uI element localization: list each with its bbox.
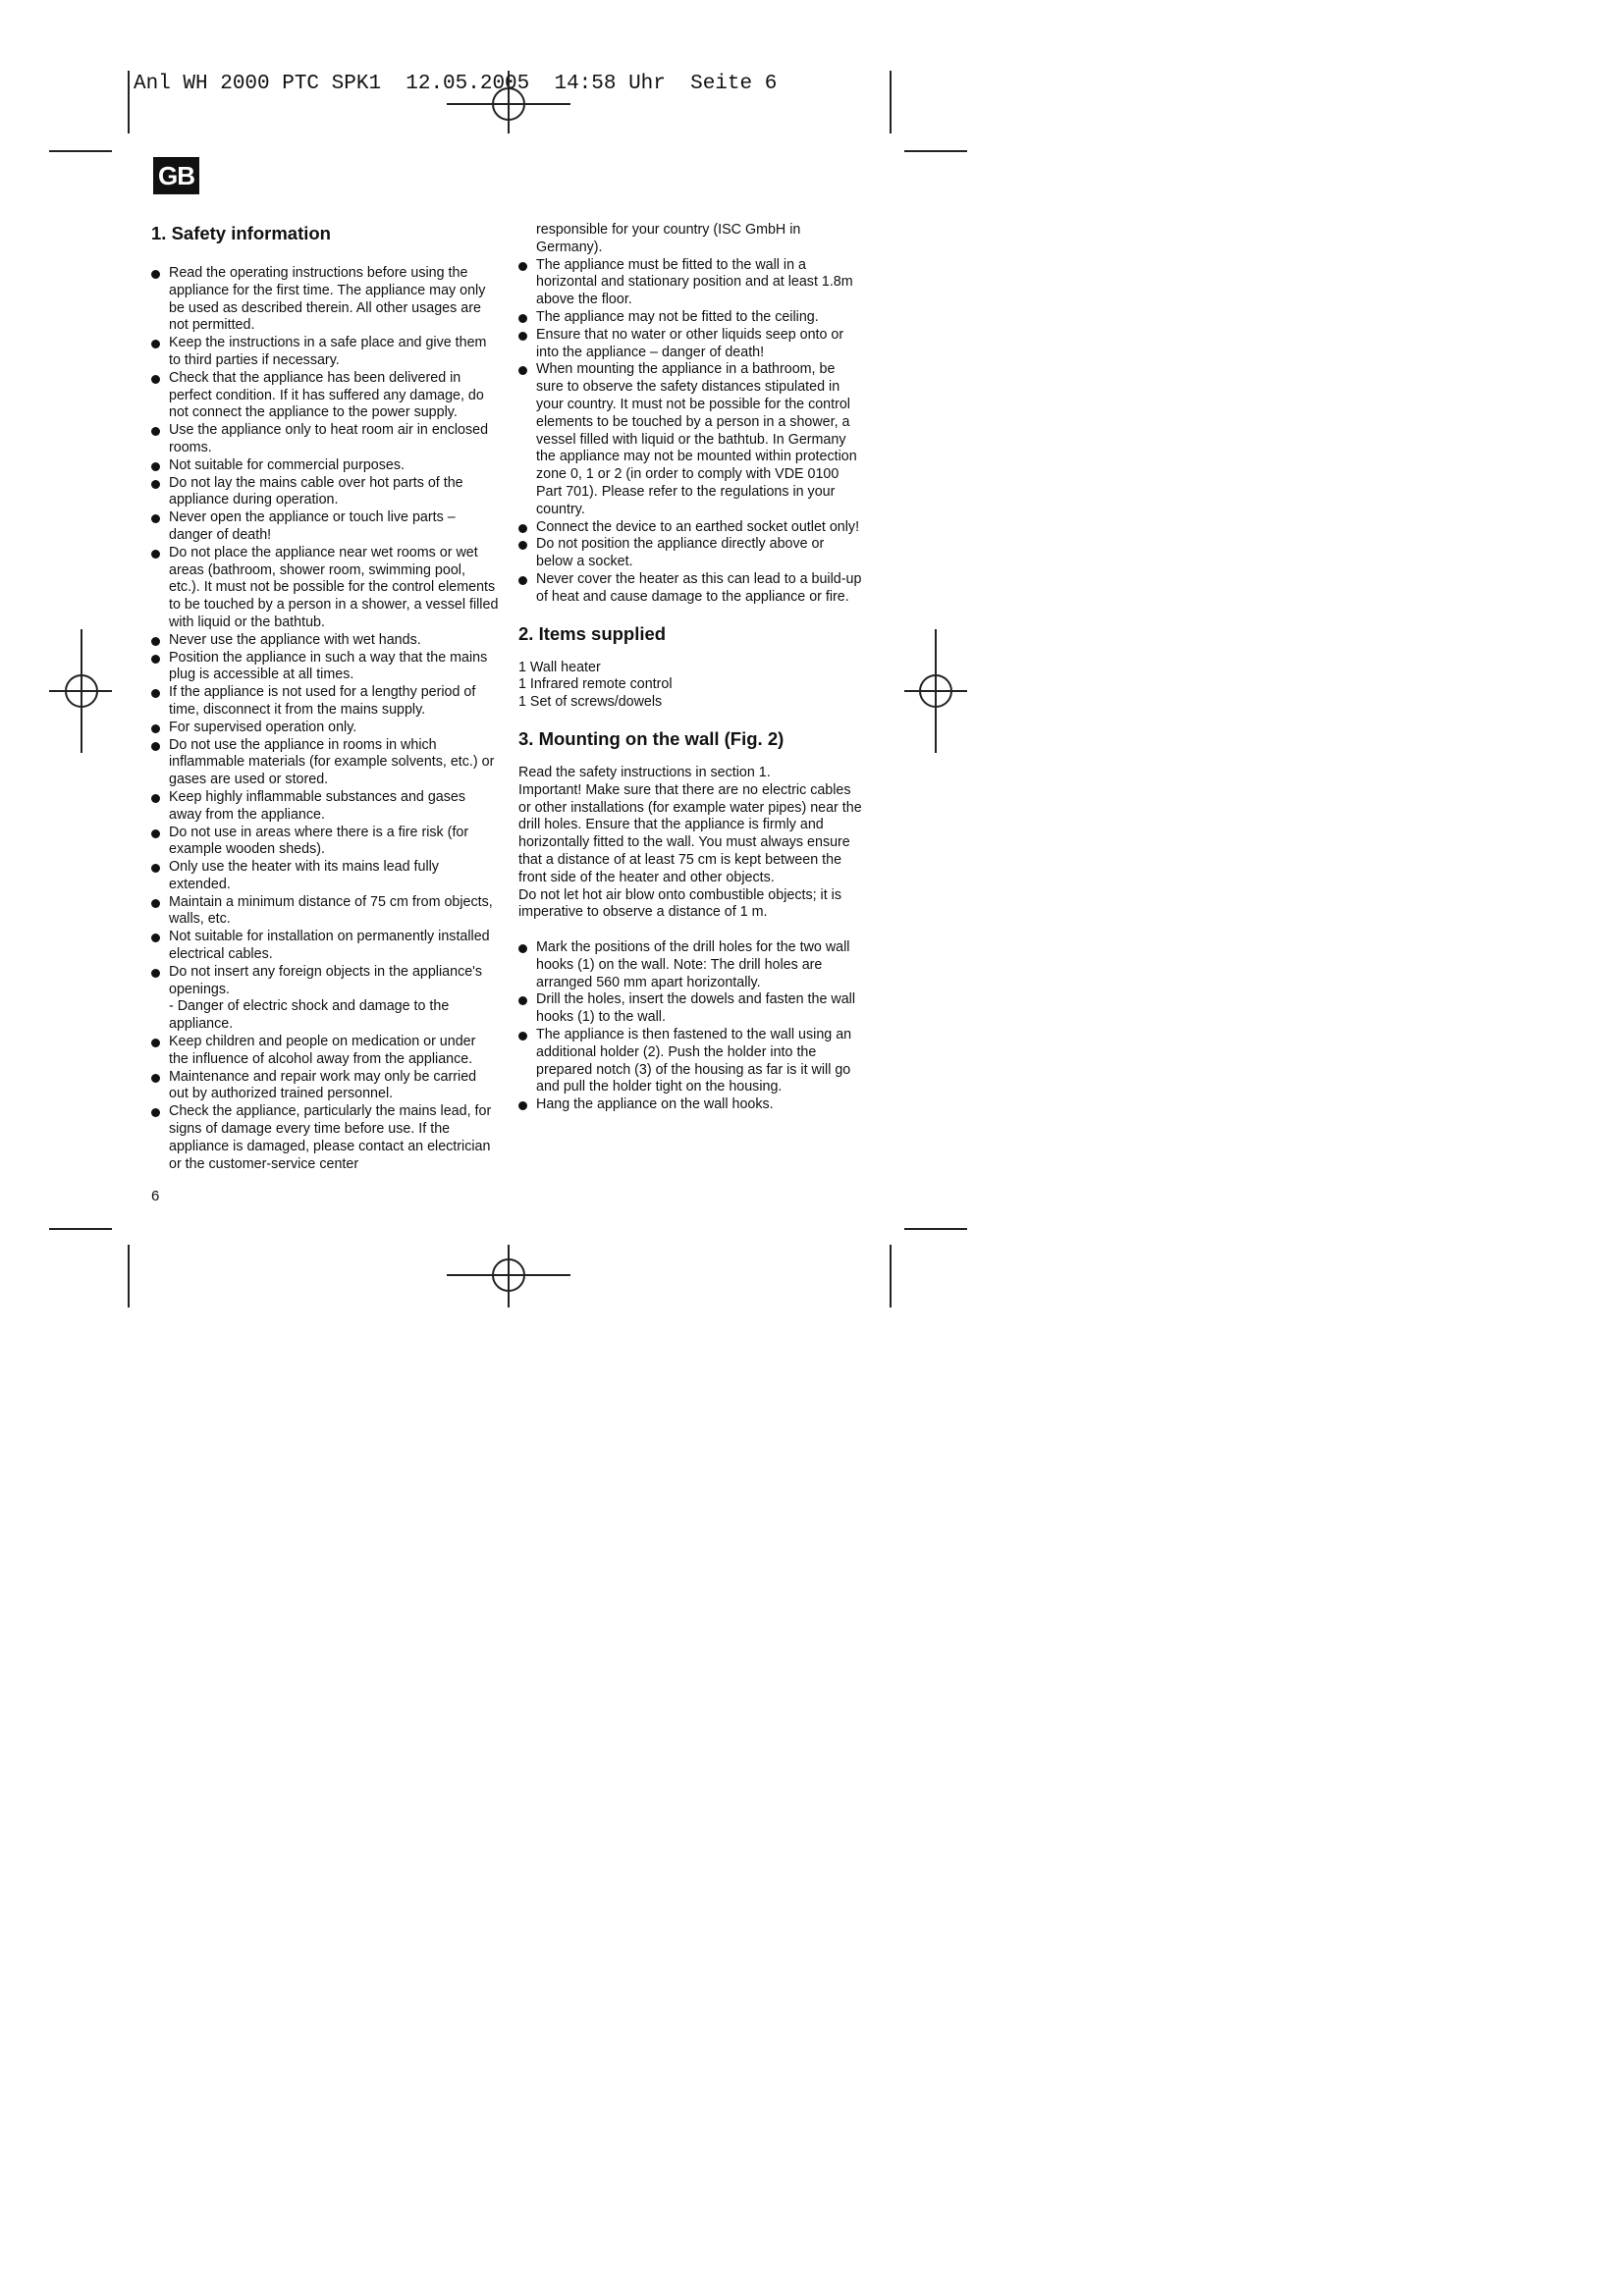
mounting-paragraphs [518,765,864,922]
left-column [151,222,499,1173]
paragraph: Read the safety instructions in section 1. [518,764,771,780]
list-item: The appliance must be fitted to the wall in a horizontal and stationary position and at least 1.8m above the floor. [518,257,864,309]
list-item: Do not use the appliance in rooms in which inflammable materials (for example solvents, etc.) or gases are used or stored. [151,737,499,789]
crop-mark-top-left-horizontal [49,150,112,152]
list-item: Do not lay the mains cable over hot parts of the appliance during operation. [151,475,499,510]
list-item-continuation: - Danger of electric shock and damage to the appliance. [169,998,450,1033]
print-header: Anl WH 2000 PTC SPK1 12.05.2005 14:58 Uhr Seite 6 [134,73,778,95]
list-item: Keep the instructions in a safe place and give them to third parties if necessary. [151,335,499,370]
list-item: Not suitable for installation on permanently installed electrical cables. [151,929,499,964]
list-item: Only use the heater with its mains lead fully extended. [151,859,499,894]
list-item: Connect the device to an earthed socket outlet only! [518,519,864,537]
list-item: When mounting the appliance in a bathroom, be sure to observe the safety distances stipulated in your country. It must not be possible for the control elements to be touched by a person in a shower, a vessel filled with liquid or the bathtub. In Germany the appliance may not be mounted within protection zone 0, 1 or 2 (in order to comply with VDE 0100 Part 701). Please refer to the regulations in your country. [518,361,864,518]
paragraph: Important! Make sure that there are no electric cables or other installations (for example water pipes) near the drill holes. Ensure that the appliance is firmly and horizontally fitted to the wall. You must always ensure that a distance of at least 75 cm is kept between the front side of the heater and other objects. [518,781,862,885]
crop-mark-top-right-vertical [890,71,892,133]
safety-list-right [518,257,864,607]
list-item: 1 Wall heater [518,659,601,675]
list-item: Keep children and people on medication or under the influence of alcohol away from the appliance. [151,1034,499,1069]
items-supplied-list [518,660,864,712]
mounting-steps-list [518,939,864,1114]
crop-mark-top-left-vertical [128,71,130,133]
list-item: Do not insert any foreign objects in the appliance's openings. [151,964,499,999]
list-item: Check the appliance, particularly the mains lead, for signs of damage every time before use. If the appliance is damaged, please contact an electrician or the customer-service center [151,1103,499,1173]
list-item: Use the appliance only to heat room air in enclosed rooms. [151,422,499,457]
list-item: Do not place the appliance near wet rooms or wet areas (bathroom, shower room, swimming pool, etc.). It must not be possible for the control elements to be touched by a person in a shower, a vessel filled with liquid or the bathtub. [151,545,499,632]
list-item: Never use the appliance with wet hands. [151,632,499,650]
list-item: Check that the appliance has been delivered in perfect condition. If it has suffered any damage, do not connect the appliance to the power supply. [151,370,499,422]
language-badge: GB [153,157,199,194]
list-item: The appliance is then fastened to the wall using an additional holder (2). Push the holder into the prepared notch (3) of the housing as far is it will go and pull the holder tight on the housing. [518,1027,864,1096]
list-item: Never open the appliance or touch live parts – danger of death! [151,509,499,545]
list-item-continuation: responsible for your country (ISC GmbH in Germany). [536,222,801,255]
list-item: Read the operating instructions before using the appliance for the first time. The appliance may only be used as described therein. All other usages are not permitted. [151,265,499,335]
list-item: Never cover the heater as this can lead to a build-up of heat and cause damage to the appliance or fire. [518,571,864,607]
list-item: Ensure that no water or other liquids seep onto or into the appliance – danger of death! [518,327,864,362]
list-item: For supervised operation only. [151,720,499,737]
section-heading-safety: 1. Safety information [151,223,331,243]
list-item: Maintenance and repair work may only be carried out by authorized trained personnel. [151,1069,499,1104]
list-item: Position the appliance in such a way that the mains plug is accessible at all times. [151,650,499,685]
list-item: Mark the positions of the drill holes for the two wall hooks (1) on the wall. Note: The drill holes are arranged 560 mm apart horizontally. [518,939,864,991]
list-item: 1 Infrared remote control [518,676,673,693]
list-item: Keep highly inflammable substances and gases away from the appliance. [151,789,499,825]
section-heading-mounting: 3. Mounting on the wall (Fig. 2) [518,727,785,749]
list-item: Hang the appliance on the wall hooks. [518,1096,864,1114]
safety-list-continued [151,1034,499,1173]
list-item: 1 Set of screws/dowels [518,694,663,711]
list-item: Do not position the appliance directly above or below a socket. [518,536,864,571]
section-heading-items-supplied: 2. Items supplied [518,622,667,644]
crop-mark-top-right-horizontal [904,150,967,152]
crop-mark-bottom-left-vertical [128,1245,130,1308]
crop-mark-bottom-left-horizontal [49,1228,112,1230]
list-item: Drill the holes, insert the dowels and fasten the wall hooks (1) to the wall. [518,991,864,1027]
crop-mark-bottom-right-vertical [890,1245,892,1308]
list-item: Not suitable for commercial purposes. [151,457,499,475]
right-column [518,222,864,1114]
list-item: Do not use in areas where there is a fire risk (for example wooden sheds). [151,825,499,860]
list-item: If the appliance is not used for a lengthy period of time, disconnect it from the mains supply. [151,684,499,720]
paragraph: Do not let hot air blow onto combustible objects; it is imperative to observe a distance of 1 m. [518,886,841,921]
page-number: 6 [151,1188,160,1204]
list-item: Maintain a minimum distance of 75 cm from objects, walls, etc. [151,894,499,930]
list-item: The appliance may not be fitted to the ceiling. [518,309,864,327]
crop-mark-bottom-right-horizontal [904,1228,967,1230]
safety-list [151,265,499,998]
